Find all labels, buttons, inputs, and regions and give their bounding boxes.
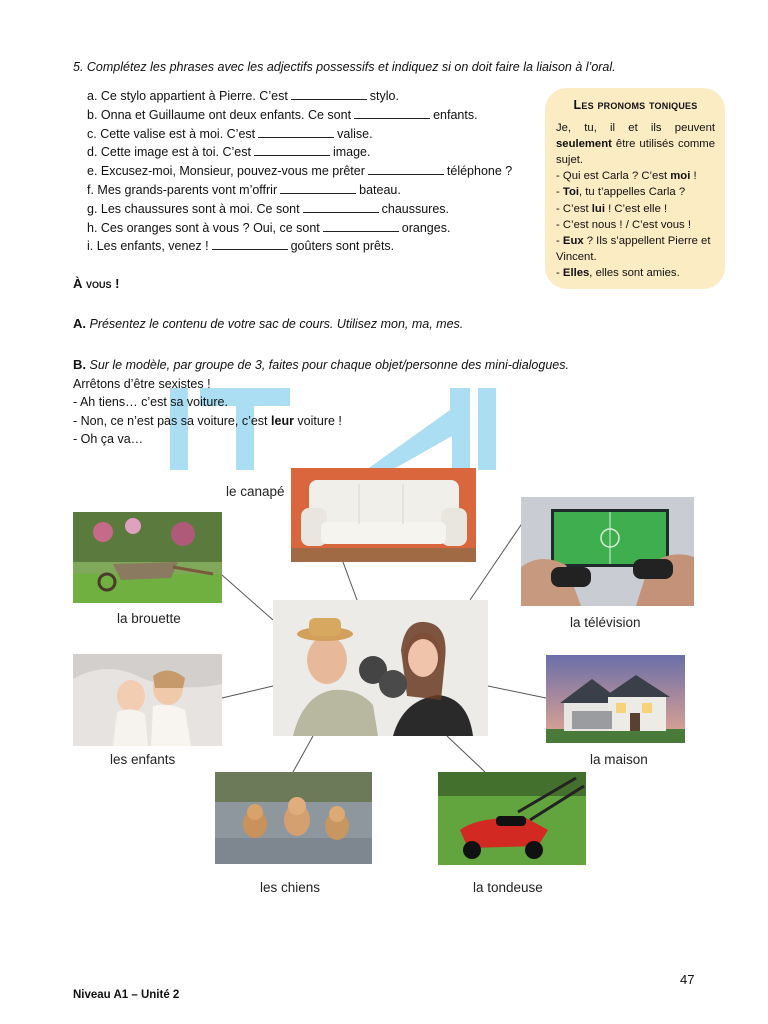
section-heading: À vous ! bbox=[73, 276, 120, 291]
task-a-label: A. bbox=[73, 316, 86, 331]
box-line: - C’est lui ! C’est elle ! bbox=[556, 202, 668, 215]
task-b-label: B. bbox=[73, 357, 86, 372]
caption-chiens: les chiens bbox=[260, 880, 321, 895]
television-photo bbox=[521, 497, 694, 606]
task-a-text: Présentez le contenu de votre sac de cours. Utilisez mon, ma, mes. bbox=[89, 317, 464, 331]
exercise-item: h. Ces oranges sont à vous ? Oui, ce sont oranges. bbox=[87, 220, 451, 235]
caption-maison: la maison bbox=[590, 752, 648, 767]
exercise-item: d. Cette image est à toi. C’est image. bbox=[87, 145, 371, 160]
box-line: - C’est nous ! / C’est vous ! bbox=[556, 218, 691, 231]
task-b-text: Sur le modèle, par groupe de 3, faites pour chaque objet/personne des mini-dialogues. bbox=[89, 358, 569, 372]
dialogue-line: Arrêtons d’être sexistes ! bbox=[73, 376, 211, 391]
exercise-item: c. Cette valise est à moi. C’est valise. bbox=[87, 126, 373, 141]
tondeuse-photo bbox=[438, 772, 586, 865]
dialogue-line: - Ah tiens… c’est sa voiture. bbox=[73, 395, 228, 410]
box-line: - Toi, tu t’appelles Carla ? bbox=[556, 186, 686, 199]
box-line: - Eux ? Ils s’appellent Pierre et Vincent. bbox=[556, 234, 711, 263]
box-line: - Qui est Carla ? C’est moi ! bbox=[556, 170, 697, 183]
maison-photo bbox=[546, 655, 685, 743]
exercise-item: g. Les chaussures sont à moi. Ce sont chaussures. bbox=[87, 201, 450, 216]
canape-photo bbox=[291, 468, 476, 562]
exercise-item: f. Mes grands-parents vont m’offrir bateau. bbox=[87, 182, 401, 197]
page-number: 47 bbox=[680, 972, 695, 987]
box-line: - Elles, elles sont amies. bbox=[556, 266, 680, 279]
box-intro: Je, tu, il et ils peuvent seulement être utilisés comme sujet. bbox=[556, 122, 715, 167]
enfants-photo bbox=[73, 654, 222, 746]
dialogue-line: - Non, ce n’est pas sa voiture, c’est leur voiture ! bbox=[73, 413, 342, 428]
chiens-photo bbox=[215, 772, 372, 864]
exercise-item: i. Les enfants, venez ! goûters sont prêts. bbox=[87, 239, 395, 254]
exercise-item: e. Excusez-moi, Monsieur, pouvez-vous me prêter téléphone ? bbox=[87, 164, 513, 179]
exercise-instruction: 5. Complétez les phrases avec les adjectifs possessifs et indiquez si on doit faire la liaison à l’oral. bbox=[73, 60, 616, 74]
footer: Niveau A1 – Unité 2 bbox=[73, 989, 180, 1001]
brouette-photo bbox=[73, 512, 222, 603]
dialogue-line: - Oh ça va… bbox=[73, 432, 144, 447]
box-title: Les pronoms toniques bbox=[573, 98, 698, 112]
couple-photo bbox=[273, 600, 488, 736]
caption-tondeuse: la tondeuse bbox=[473, 880, 543, 895]
exercise-item: b. Onna et Guillaume ont deux enfants. Ce sont enfants. bbox=[87, 107, 478, 122]
caption-television: la télévision bbox=[570, 615, 641, 630]
caption-brouette: la brouette bbox=[117, 611, 181, 626]
caption-canape: le canapé bbox=[226, 484, 285, 499]
caption-enfants: les enfants bbox=[110, 752, 176, 767]
exercise-item: a. Ce stylo appartient à Pierre. C’est stylo. bbox=[87, 89, 399, 103]
